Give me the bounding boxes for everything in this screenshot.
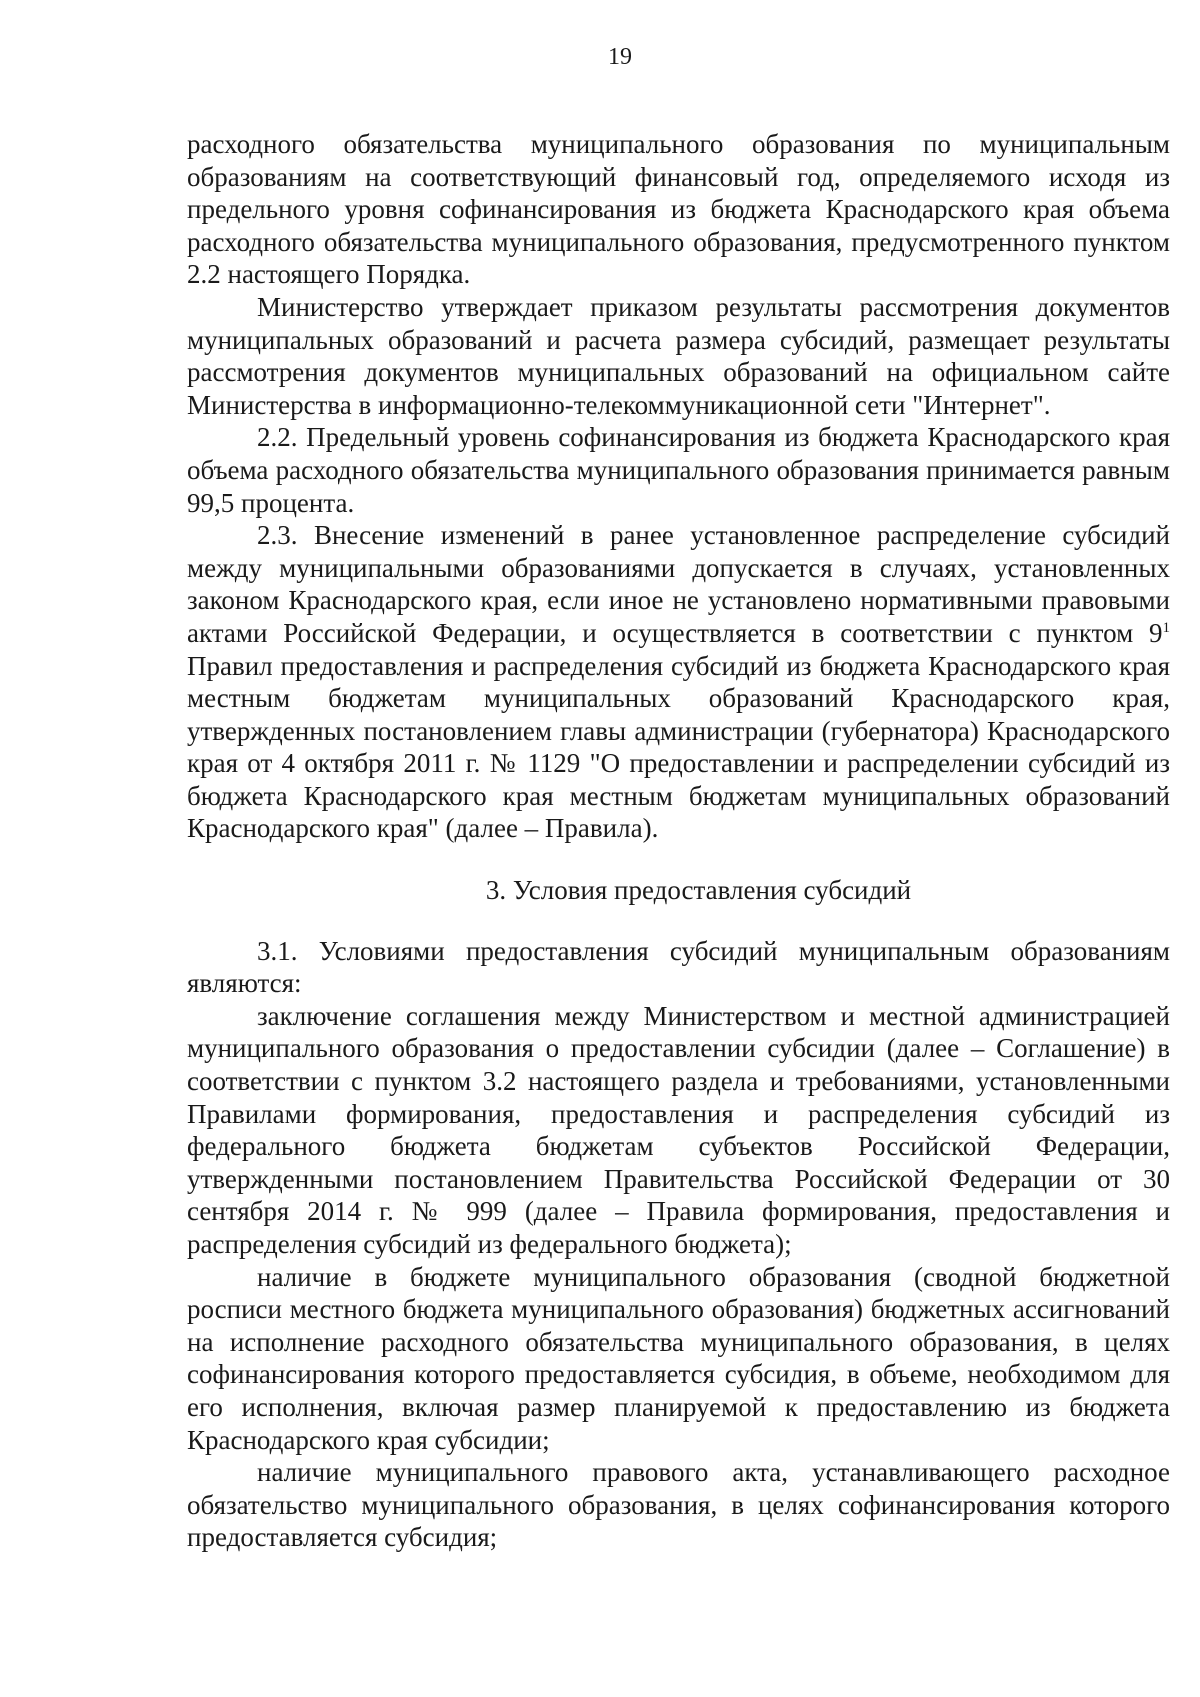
- section-heading: 3. Условия предоставления субсидий: [485, 875, 912, 906]
- superscript-footnote: 1: [1162, 619, 1170, 636]
- paragraph-2-3-part1: 2.3. Внесение изменений в ранее установленное распределение субсидий между муниципальными образованиями допускается в случаях, установленных законом Краснодарского края, если иное не установлено нормативными правовыми актами Российской Федерации, и осуществляется в соответствии с пунктом 9: [187, 520, 1170, 648]
- paragraph-2-3-part2: Правил предоставления и распределения субсидий из бюджета Краснодарского края местным бюджетам муниципальных образований Краснодарского края, утвержденных постановлением главы администрации (губернатора) Краснодарского края от 4 октября 2011 г. № 1129 "О предоставлении и распределении субсидий из бюджета Краснодарского края местным бюджетам муниципальных образований Краснодарского края" (далее – Правила).: [187, 650, 1170, 844]
- paragraph-continuation: расходного обязательства муниципального образования по муниципальным образованиям на соответствующий финансовый год, определяемого исходя из предельного уровня софинансирования из бюджета Краснодарского края объема расходного обязательства муниципального образования, предусмотренного пунктом 2.2 настоящего Порядка.: [187, 129, 1170, 290]
- paragraph-ministry-approval: Министерство утверждает приказом результаты рассмотрения документов муниципальных образований и расчета размера субсидий, размещает результаты рассмотрения документов муниципальных образований на официальном сайте Министерства в информационно-телекоммуникационной сети "Интернет".: [187, 291, 1170, 420]
- paragraph-2-2: 2.2. Предельный уровень софинансирования из бюджета Краснодарского края объема расходного обязательства муниципального образования принимается равным 99,5 процента.: [187, 422, 1170, 518]
- paragraph-2-3: [187, 519, 1170, 845]
- paragraph-legal-act-condition: наличие муниципального правового акта, устанавливающего расходное обязательство муниципального образования, в целях софинансирования которого предоставляется субсидия;: [187, 1457, 1170, 1553]
- paragraph-budget-condition: наличие в бюджете муниципального образования (сводной бюджетной росписи местного бюджета муниципального образования) бюджетных ассигнований на исполнение расходного обязательства муниципального образования, в целях софинансирования которого предоставляется субсидия, в объеме, необходимом для его исполнения, включая размер планируемой к предоставлению из бюджета Краснодарского края субсидии;: [187, 1261, 1170, 1455]
- paragraph-3-1: 3.1. Условиями предоставления субсидий муниципальным образованиям являются:: [187, 935, 1170, 999]
- page-number: 19: [608, 44, 632, 70]
- document-body: [187, 128, 1170, 1554]
- paragraph-agreement-condition: заключение соглашения между Министерством и местной администрацией муниципального образования о предоставлении субсидии (далее – Соглашение) в соответствии с пунктом 3.2 настоящего раздела и требованиями, установленными Правилами формирования, предоставления и распределения субсидий из федерального бюджета бюджетам субъектов Российской Федерации, утвержденными постановлением Правительства Российской Федерации от 30 сентября 2014 г. № 999 (далее – Правила формирования, предоставления и распределения субсидий из федерального бюджета);: [187, 1000, 1170, 1259]
